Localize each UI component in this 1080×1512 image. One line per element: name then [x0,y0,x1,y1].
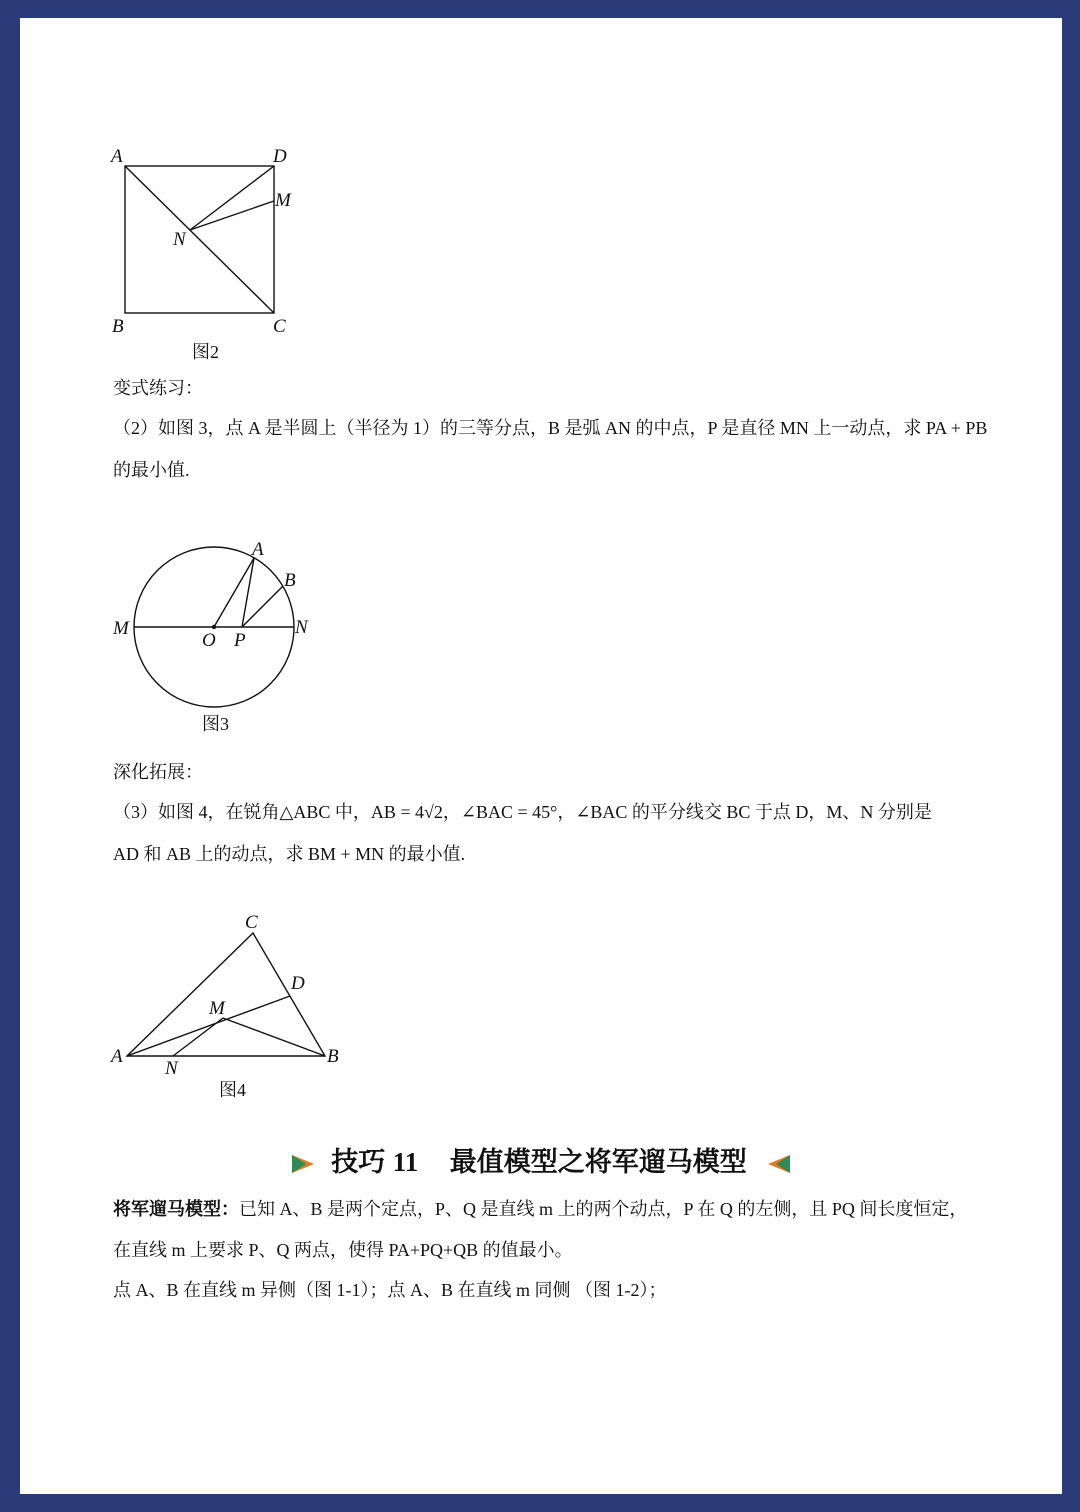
fig4-label-n: N [165,1058,178,1078]
figure-4-caption: 图4 [219,1080,246,1100]
fig3-label-b: B [284,570,296,591]
fig3-label-o: O [202,630,216,651]
problem-2-line-2: 的最小值. [113,460,190,480]
model-term: 将军遛马模型： [113,1199,239,1219]
fig4-label-c: C [245,912,258,933]
heading-number: 11 [392,1147,419,1177]
fig2-label-b: B [112,316,124,336]
arrow-left-icon [766,1153,792,1175]
section-heading [20,1140,1062,1179]
fig2-label-d: D [273,146,287,167]
figure-4-diagram [105,908,375,1078]
fig2-label-a: A [111,146,123,167]
document-page [20,18,1062,1494]
fig3-label-n: N [295,617,308,638]
figure-2-caption: 图2 [192,342,219,362]
heading-title: 最值模型之将军遛马模型 [449,1147,747,1177]
fig3-label-a: A [252,539,264,560]
variant-practice-label: 变式练习： [113,378,203,398]
problem-3-line-2: AD 和 AB 上的动点，求 BM + MN 的最小值. [113,844,466,864]
fig4-label-b: B [327,1046,339,1067]
fig4-label-m: M [209,998,225,1019]
fig2-label-n: N [173,229,186,250]
figure-2-diagram [105,146,335,336]
fig4-label-d: D [291,973,305,994]
problem-3-line-1: （3）如图 4，在锐角△ABC 中，AB = 4√2，∠BAC = 45°，∠BAC 的平分线交 BC 于点 D，M、N 分别是 [113,802,932,822]
fig4-label-a: A [111,1046,123,1067]
fig3-label-p: P [234,630,246,651]
problem-2-line-1: （2）如图 3，点 A 是半圆上（半径为 1）的三等分点，B 是弧 AN 的中点，P 是直径 MN 上一动点，求 PA + PB [113,418,988,438]
deepen-expand-label: 深化拓展： [113,762,203,782]
model-line-1-text: 已知 A、B 是两个定点，P、Q 是直线 m 上的两个动点，P 在 Q 的左侧，且 PQ 间长度恒定， [239,1199,968,1219]
fig3-label-m: M [113,618,129,639]
figure-3-caption: 图3 [202,714,229,734]
fig2-label-c: C [273,316,286,336]
model-line-1 [113,1195,967,1221]
model-line-3: 点 A、B 在直线 m 异侧（图 1-1）；点 A、B 在直线 m 同侧 （图 1-2）； [113,1280,667,1300]
arrow-right-icon [290,1153,316,1175]
figure-3-diagram [105,533,345,718]
heading-prefix: 技巧 [331,1147,386,1177]
model-line-2: 在直线 m 上要求 P、Q 两点，使得 PA+PQ+QB 的值最小。 [113,1240,573,1260]
fig2-label-m: M [275,190,291,211]
